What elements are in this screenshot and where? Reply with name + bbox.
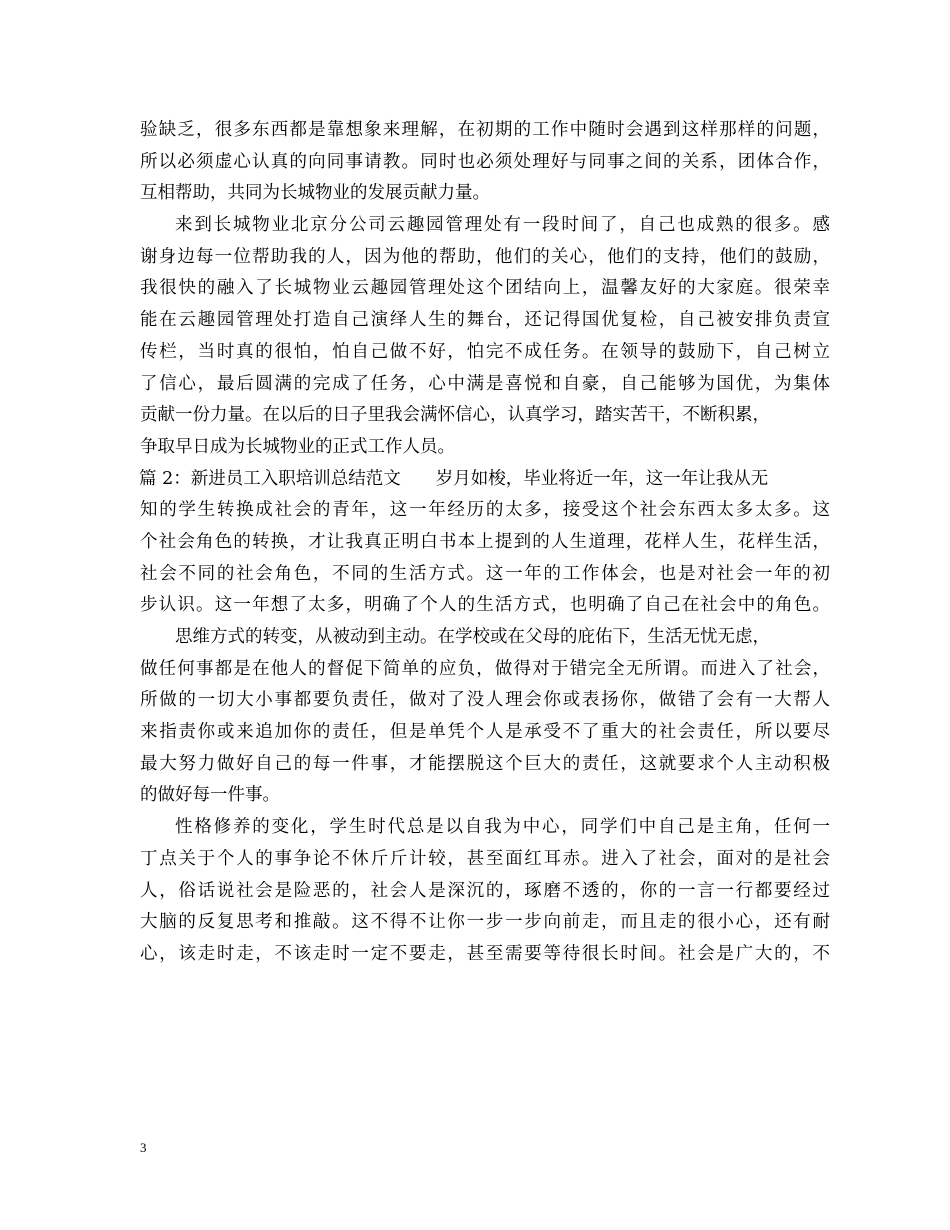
- text-line: 传栏，当时真的很怕，怕自己做不好，怕完不成任务。在领导的鼓励下，自己树立: [140, 341, 830, 362]
- section-heading-line: 篇 2：新进员工入职培训总结范文 岁月如梭，毕业将近一年，这一年让我从无: [139, 468, 769, 489]
- text-line: 心，该走时走，不该走时一定不要走，甚至需要等待很长时间。社会是广大的，不: [140, 943, 830, 964]
- text-line: 验缺乏，很多东西都是靠想象来理解，在初期的工作中随时会遇到这样那样的问题，: [140, 120, 830, 140]
- text-line: 贡献一份力量。在以后的日子里我会满怀信心，认真学习，踏实苦干，不断积累，: [140, 405, 770, 426]
- text-line: 了信心，最后圆满的完成了任务，心中满是喜悦和自豪，自己能够为国优，为集体: [140, 373, 830, 394]
- text-line: 来到长城物业北京分公司云趣园管理处有一段时间了，自己也成熟的很多。感: [175, 215, 830, 236]
- text-line: 我很快的融入了长城物业云趣园管理处这个团结向上，温馨友好的大家庭。很荣幸: [140, 278, 830, 299]
- text-line: 能在云趣园管理处打造自己演绎人生的舞台，还记得国优复检，自己被安排负责宣: [140, 310, 830, 331]
- text-line: 人，俗话说社会是险恶的，社会人是深沉的，琢磨不透的，你的一言一行都要经过: [140, 880, 830, 901]
- text-line: 步认识。这一年想了太多，明确了个人的生活方式，也明确了自己在社会中的角色。: [140, 595, 830, 616]
- body-text: [140, 115, 830, 971]
- text-line: 思维方式的转变，从被动到主动。在学校或在父母的庇佑下，生活无忧无虑，: [175, 627, 770, 647]
- text-line: 谢身边每一位帮助我的人，因为他的帮助，他们的关心，他们的支持，他们的鼓励，: [140, 246, 830, 267]
- text-line: 的做好每一件事。: [140, 785, 280, 806]
- text-line: 争取早日成为长城物业的正式工作人员。: [140, 436, 455, 457]
- page-number: 3: [140, 1140, 147, 1155]
- text-line: 所以必须虚心认真的向同事请教。同时也必须处理好与同事之间的关系，团体合作，: [140, 151, 830, 172]
- text-line: 来指责你或来追加你的责任，但是单凭个人是承受不了重大的社会责任，所以要尽: [140, 722, 830, 743]
- text-line: 大脑的反复思考和推敲。这不得不让你一步一步向前走，而且走的很小心，还有耐: [140, 912, 830, 933]
- text-line: 丁点关于个人的事争论不休斤斤计较，甚至面红耳赤。进入了社会，面对的是社会: [140, 848, 830, 869]
- text-line: 个社会角色的转换，才让我真正明白书本上提到的人生道理，花样人生，花样生活，: [140, 531, 830, 552]
- text-line: 社会不同的社会角色，不同的生活方式。这一年的工作体会，也是对社会一年的初: [140, 563, 830, 584]
- text-line: 互相帮助，共同为长城物业的发展贡献力量。: [140, 183, 490, 204]
- text-line: 最大努力做好自己的每一件事，才能摆脱这个巨大的责任，这就要求个人主动积极: [140, 753, 830, 774]
- text-line: 做任何事都是在他人的督促下简单的应负，做得对于错完全无所谓。而进入了社会，: [140, 658, 830, 679]
- text-line: 所做的一切大小事都要负责任，做对了没人理会你或表扬你，做错了会有一大帮人: [140, 690, 830, 711]
- text-line: 知的学生转换成社会的青年，这一年经历的太多，接受这个社会东西太多太多。这: [140, 500, 830, 521]
- text-line: 性格修养的变化，学生时代总是以自我为中心，同学们中自己是主角，任何一: [175, 817, 830, 838]
